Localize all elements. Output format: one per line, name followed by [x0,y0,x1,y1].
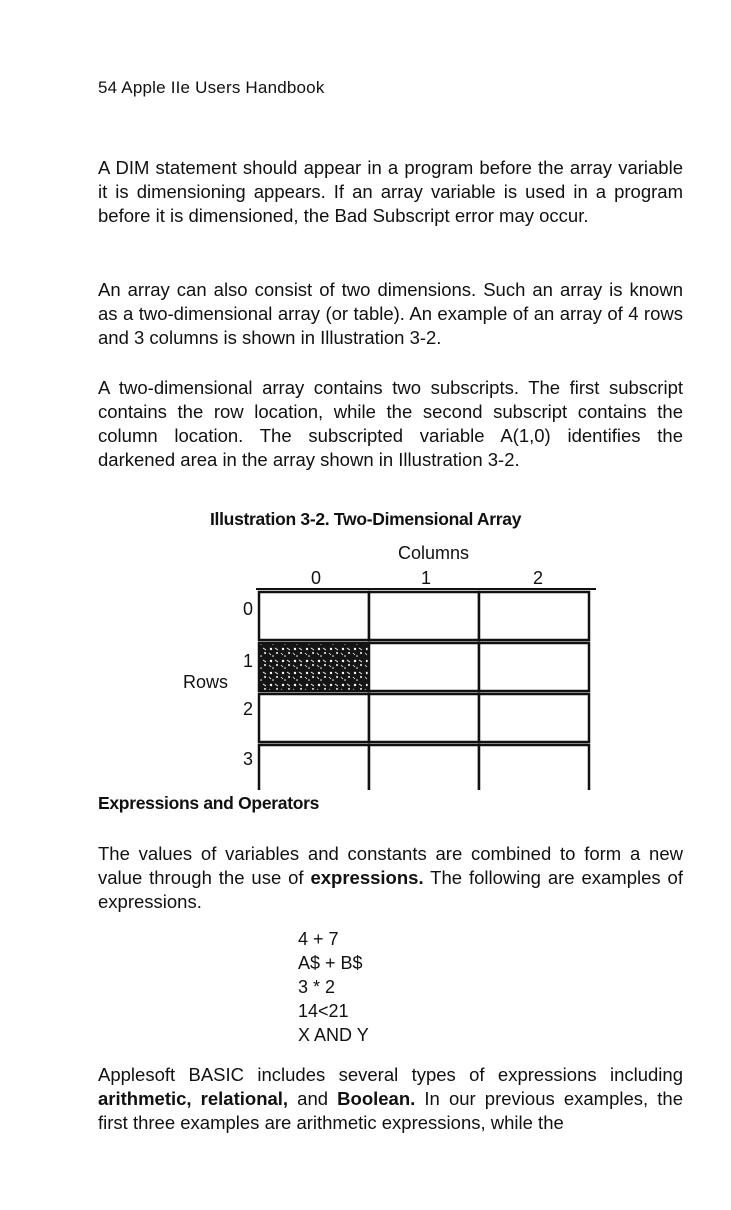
row-number-3: 3 [242,749,253,769]
bold-term-boolean: Boolean. [337,1088,416,1109]
section-heading: Expressions and Operators [98,793,320,813]
row-number-2: 2 [242,699,253,719]
expression-item: A$ + B$ [298,953,363,973]
bold-term-expressions: expressions. [310,867,424,888]
array-cell [369,745,479,790]
array-cell [479,694,589,742]
bold-term-types: arithmetic, relational, [98,1088,289,1109]
text-run: The values of variables and constants are combined to form a new value through the use of [98,843,683,888]
array-cell [369,694,479,742]
columns-axis-label: Columns [398,543,470,563]
row-number-1: 1 [242,651,253,671]
text-run: The following are examples of expressions. [98,867,683,912]
array-cell [259,745,369,790]
text-run: In our previous examples, the first three examples are arithmetic expressions, while the [98,1088,683,1133]
expression-item: X AND Y [298,1025,369,1045]
array-grid [256,586,596,790]
paragraph-subscripts: A two-dimensional array contains two subscripts. The first subscript contains the row location, while the second subscript contains the column location. The subscripted variable A(1,0) identifies the darkened area in the array shown in Illustration 3-2. [98,377,683,470]
array-cell [259,694,369,742]
expression-item: 14<21 [298,1001,349,1021]
expression-list [298,927,369,1047]
paragraph-expressions-intro [98,842,683,914]
column-number-1: 1 [420,568,431,588]
array-cell [369,643,479,691]
expression-item: 4 + 7 [298,929,339,949]
text-run: and [288,1088,338,1109]
expression-item: 3 * 2 [298,977,336,997]
array-cell [259,592,369,640]
column-number-2: 2 [532,568,543,588]
array-cell-darkened [259,643,369,691]
column-number-0: 0 [310,568,321,588]
running-head: 54 Apple IIe Users Handbook [98,78,325,97]
array-cell [479,643,589,691]
paragraph-two-dimensions: An array can also consist of two dimensions. Such an array is known as a two-dimensional array (or table). An example of an array of 4 rows and 3 columns is shown in Illustration 3-2. [98,279,683,348]
array-cell [479,745,589,790]
array-cell [369,592,479,640]
paragraph-expression-types [98,1063,683,1135]
rows-axis-label: Rows [183,672,229,692]
text-run: Applesoft BASIC includes several types of expressions including [98,1064,683,1085]
figure-title: Illustration 3-2. Two-Dimensional Array [210,509,522,529]
paragraph-dim-statement: A DIM statement should appear in a program before the array variable it is dimensioning appears. If an array variable is used in a program before it is dimensioned, the Bad Subscript error may occur. [98,157,683,226]
array-cell [479,592,589,640]
row-number-0: 0 [242,599,253,619]
